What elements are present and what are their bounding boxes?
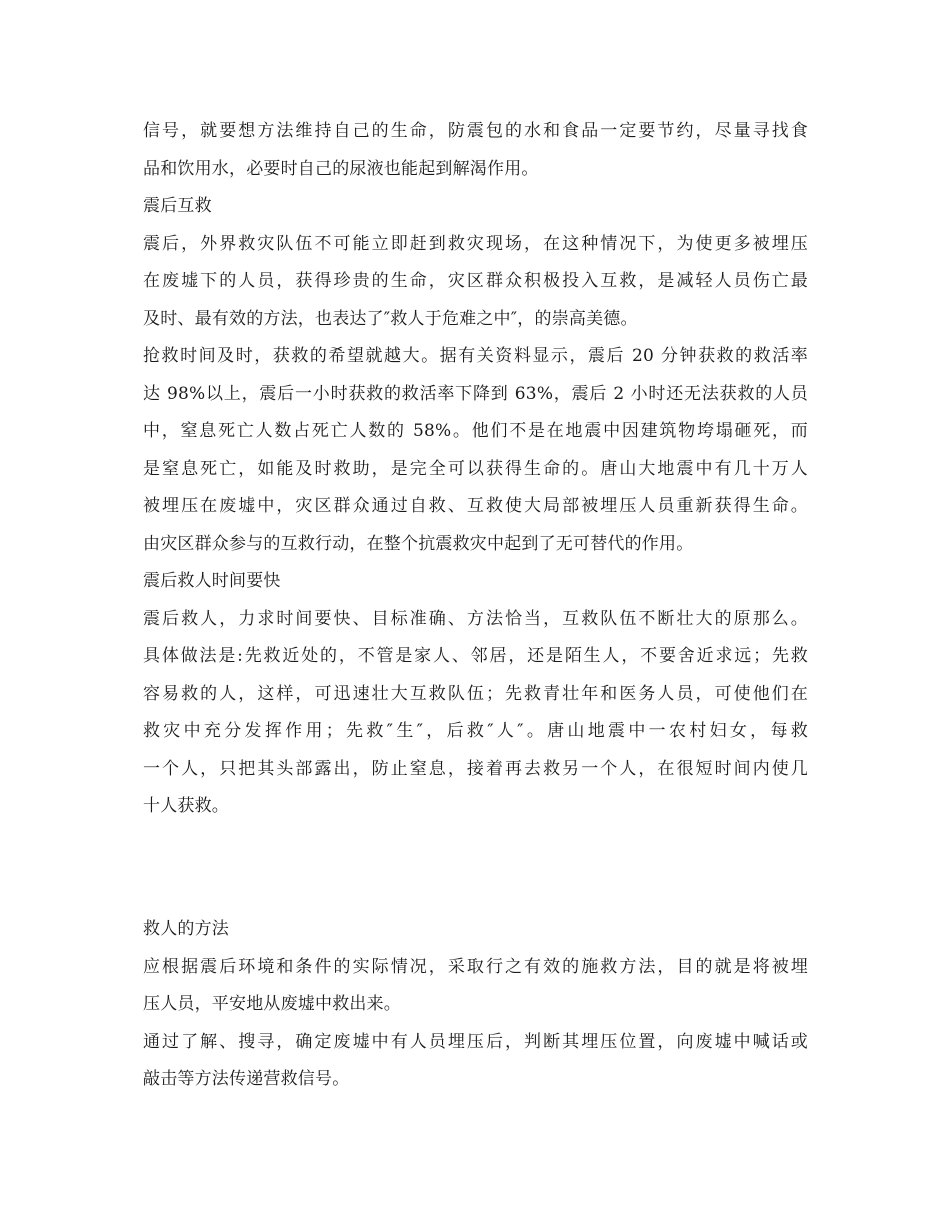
heading-rescue-fast	[143, 563, 808, 601]
heading-text: 救人的方法	[143, 919, 229, 939]
text-block-upper	[143, 113, 808, 826]
text-line: 在废墟下的人员，获得珍贵的生命，灾区群众积极投入互救，是减轻人员伤亡最	[143, 271, 808, 291]
text-line: 达 98%以上，震后一小时获救的救活率下降到 63%，震后 2 小时还无法获救的人员	[143, 383, 808, 404]
text-line: 十人获救。	[143, 796, 229, 816]
paragraph-survival-continued	[143, 113, 808, 188]
heading-text: 震后救人时间要快	[143, 571, 281, 591]
text-line: 震后，外界救灾队伍不可能立即赶到救灾现场，在这种情况下，为使更多被埋压	[143, 233, 808, 254]
paragraph-mutual-rescue	[143, 226, 808, 339]
text-line: 具体做法是:先救近处的，不管是家人、邻居，还是陌生人，不要舍近求远；先救	[143, 646, 808, 666]
text-line: 是窒息死亡，如能及时救助，是完全可以获得生命的。唐山大地震中有几十万人	[143, 458, 808, 479]
text-line: 品和饮用水，必要时自己的尿液也能起到解渴作用。	[143, 158, 539, 179]
text-line: 一个人，只把其头部露出，防止窒息，接着再去救另一个人，在很短时间内使几	[143, 758, 808, 779]
heading-mutual-rescue	[143, 188, 808, 226]
paragraph-rescue-signal	[143, 1024, 808, 1099]
paragraph-rescue-methods	[143, 949, 808, 1024]
text-line: 由灾区群众参与的互救行动，在整个抗震救灾中起到了无可替代的作用。	[143, 533, 694, 554]
heading-text: 震后互救	[143, 196, 212, 216]
text-line: 救灾中充分发挥作用；先救″生″，后救″人″。唐山地震中一农村妇女，每救	[143, 721, 808, 741]
text-line: 中，窒息死亡人数占死亡人数的 58%。他们不是在地震中因建筑物垮塌砸死，而	[143, 421, 808, 441]
text-line: 信号，就要想方法维持自己的生命，防震包的水和食品一定要节约，尽量寻找食	[143, 121, 808, 141]
text-block-lower	[143, 911, 808, 1099]
paragraph-rescue-principles	[143, 601, 808, 826]
text-line: 敲击等方法传递营救信号。	[143, 1069, 350, 1089]
text-line: 通过了解、搜寻，确定废墟中有人员埋压后，判断其埋压位置，向废墟中喊话或	[143, 1031, 808, 1052]
text-line: 容易救的人，这样，可迅速壮大互救队伍；先救青壮年和医务人员，可使他们在	[143, 683, 808, 704]
paragraph-rescue-timing	[143, 338, 808, 563]
text-line: 及时、最有效的方法，也表达了″救人于危难之中″，的崇高美德。	[143, 308, 638, 329]
text-line: 应根据震后环境和条件的实际情况，采取行之有效的施救方法，目的就是将被埋	[143, 956, 808, 977]
text-line: 震后救人，力求时间要快、目标准确、方法恰当，互救队伍不断壮大的原那么。	[143, 608, 808, 629]
heading-rescue-methods	[143, 911, 808, 949]
text-line: 被埋压在废墟中，灾区群众通过自救、互救使大局部被埋压人员重新获得生命。	[143, 496, 808, 516]
text-line: 压人员，平安地从废墟中救出来。	[143, 994, 401, 1014]
text-line: 抢救时间及时，获救的希望就越大。据有关资料显示，震后 20 分钟获救的救活率	[143, 346, 808, 366]
